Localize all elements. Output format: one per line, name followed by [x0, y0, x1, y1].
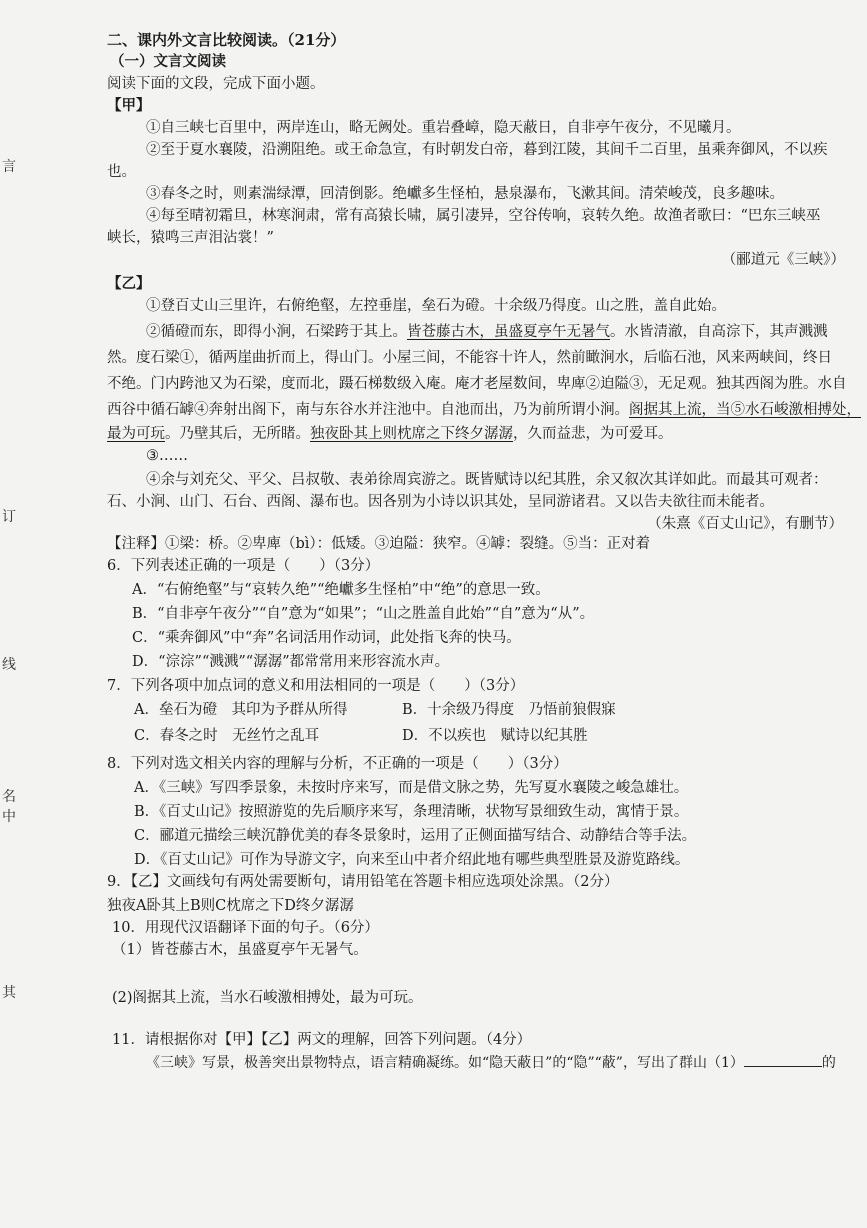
question-6-option-c: C．“乘奔御风”中“奔”名词活用作动词，此处指飞奔的快马。 — [132, 630, 521, 646]
underlined-sentence: 皆苍藤古木，虽盛夏亭午无暑气 — [407, 324, 610, 340]
yi-paragraph: ②循磴而东，即得小涧，石梁跨于其上。皆苍藤古木，虽盛夏亭午无暑气。水皆清澈，自高淙下，其声溅溅 — [146, 324, 828, 340]
question-7-stem: 7．下列各项中加点词的意义和用法相同的一项是（ ）（3分） — [107, 678, 525, 694]
jia-source: （郦道元《三峡》） — [721, 252, 845, 268]
underlined-sentence: 阁据其上流，当⑤水石峻激相搏处， — [629, 402, 861, 418]
yi-paragraph: 最为可玩。乃壁其后，无所睹。独夜卧其上则枕席之下终夕潺潺，久而益悲，为可爱耳。 — [107, 426, 673, 442]
question-8-option-b: B．《百丈山记》按照游览的先后顺序来写，条理清晰，状物写景细致生动，寓情于景。 — [134, 804, 689, 820]
section-heading: 二、课内外文言比较阅读。（21分） — [107, 31, 346, 49]
yi-paragraph: ④余与刘充父、平父、吕叔敬、表弟徐周宾游之。既皆赋诗以纪其胜，余又叙次其详如此。而最其可观者： — [146, 472, 828, 488]
question-6-option-d: D．“淙淙”“溅溅”“潺潺”都常常用来形容流水声。 — [132, 654, 450, 670]
jia-paragraph: ④每至晴初霜旦，林寒涧肃，常有高猿长啸，属引凄异，空谷传响，哀转久绝。故渔者歌曰：“巴东三峡巫 — [146, 208, 821, 224]
question-10-sentence-2: (2)阁据其上流，当水石峻激相搏处，最为可玩。 — [112, 990, 423, 1006]
yi-paragraph: 石、小涧、山门、石台、西阁、瀑布也。因各别为小诗以识其处，呈同游诸君。又以告夫欲往而未能者。 — [107, 494, 774, 510]
question-6-option-a: A．“右俯绝壑”与“哀转久绝”“绝巘多生怪柏”中“绝”的意思一致。 — [132, 582, 550, 598]
annotation-notes: 【注释】①梁：桥。②卑庳（bì）：低矮。③迫隘：狭窄。④罅：裂缝。⑤当：正对着 — [107, 536, 651, 552]
question-8-stem: 8．下列对选文相关内容的理解与分析，不正确的一项是（ ）（3分） — [107, 756, 568, 772]
question-11-prompt: 《三峡》写景，极善突出景物特点，语言精确凝练。如“隐天蔽日”的“隐”“蔽”，写出了群山（1） 的 — [146, 1052, 836, 1073]
question-6-option-b: B．“自非亭午夜分”“自”意为“如果”；“山之胜盖自此始”“自”意为“从”。 — [132, 606, 595, 622]
question-7-option-b: B．十余级乃得度 乃悟前狼假寐 — [402, 702, 616, 718]
question-7-option-c: C．春冬之时 无丝竹之乱耳 — [134, 728, 320, 744]
yi-paragraph: 西谷中循石罅④奔射出阁下，南与东谷水并注池中。自池而出，乃为前所谓小涧。阁据其上流，当⑤水石峻激相搏处， — [107, 402, 861, 418]
jia-paragraph: 也。 — [107, 164, 136, 180]
yi-paragraph: 然。度石梁①，循两崖曲折而上，得山门。小屋三间，不能容十许人，然前瞰涧水，后临石池，风来两峡间，终日 — [107, 350, 832, 366]
question-6-stem: 6．下列表述正确的一项是（ ）（3分） — [107, 558, 380, 574]
question-10-sentence-1: （1）皆苍藤古木，虽盛夏亭午无暑气。 — [112, 942, 368, 958]
margin-mark: 名 — [2, 789, 16, 805]
jia-paragraph: ③春冬之时，则素湍绿潭，回清倒影。绝巘多生怪柏，悬泉瀑布，飞漱其间。清荣峻茂，良多趣味。 — [146, 186, 784, 202]
yi-paragraph: ③…… — [146, 448, 188, 464]
yi-paragraph: ①登百丈山三里许，右俯绝壑，左控垂崖，垒石为磴。十余级乃得度。山之胜，盖自此始。 — [146, 298, 726, 314]
jia-paragraph: 峡长，猿鸣三声泪沾裳！” — [107, 230, 274, 246]
question-7-option-a: A．垒石为磴 其印为予群从所得 — [134, 702, 348, 718]
margin-mark: 中 — [2, 809, 16, 825]
question-11-stem: 11．请根据你对【甲】【乙】两文的理解，回答下列问题。（4分） — [112, 1032, 532, 1048]
question-9-stem: 9．【乙】文画线句有两处需要断句，请用铅笔在答题卡相应选项处涂黑。（2分） — [107, 874, 619, 890]
instruction: 阅读下面的文段，完成下面小题。 — [107, 76, 325, 92]
passage-yi-label: 【乙】 — [107, 275, 151, 292]
passage-jia-label: 【甲】 — [107, 97, 151, 114]
question-8-option-d: D．《百丈山记》可作为导游文字，向来至山中者介绍此地有哪些典型胜景及游览路线。 — [134, 852, 690, 868]
question-9-options: 独夜A卧其上B则C枕席之下D终夕潺潺 — [107, 898, 354, 914]
margin-mark: 订 — [2, 509, 16, 525]
margin-mark: 其 — [2, 985, 16, 1001]
answer-blank[interactable] — [744, 1052, 822, 1067]
jia-paragraph: ②至于夏水襄陵，沿溯阻绝。或王命急宣，有时朝发白帝，暮到江陵，其间千二百里，虽乘奔御风，不以疾 — [146, 142, 828, 158]
underlined-sentence: 最为可玩 — [107, 426, 165, 442]
yi-paragraph: 不绝。门内跨池又为石梁，度而北，蹑石梯数级入庵。庵才老屋数间，卑庳②迫隘③，无足观。独其西阁为胜。水自 — [107, 376, 847, 392]
subsection-heading: （一）文言文阅读 — [110, 53, 226, 70]
margin-mark: 言 — [2, 159, 16, 175]
question-10-stem: 10．用现代汉语翻译下面的句子。（6分） — [112, 920, 379, 936]
margin-mark: 线 — [2, 657, 16, 673]
question-8-option-a: A．《三峡》写四季景象，未按时序来写，而是借文脉之势，先写夏水襄陵之峻急雄壮。 — [134, 780, 689, 796]
yi-source: （朱熹《百丈山记》，有删节） — [647, 516, 843, 532]
jia-paragraph: ①自三峡七百里中，两岸连山，略无阙处。重岩叠嶂，隐天蔽日，自非亭午夜分，不见曦月。 — [146, 120, 741, 136]
underlined-sentence: 独夜卧其上则枕席之下终夕潺潺 — [310, 426, 513, 442]
question-7-option-d: D．不以疾也 赋诗以纪其胜 — [402, 728, 588, 744]
question-8-option-c: C．郦道元描绘三峡沉静优美的春冬景象时，运用了正侧面描写结合、动静结合等手法。 — [134, 828, 697, 844]
